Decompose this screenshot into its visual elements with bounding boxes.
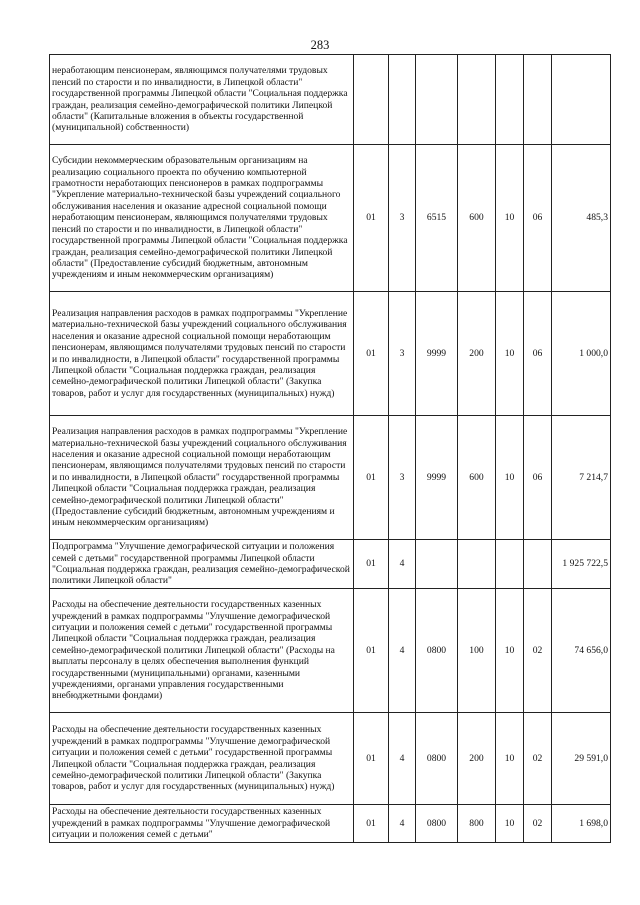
cell-section: [496, 55, 524, 145]
cell-program: 01: [354, 589, 389, 713]
cell-subsection: 06: [524, 145, 552, 292]
cell-subprogram: 4: [389, 713, 416, 805]
cell-direction: 6515: [416, 145, 458, 292]
cell-amount: 1 698,0: [552, 805, 611, 843]
cell-expense-type: [458, 55, 496, 145]
cell-direction: [416, 540, 458, 589]
cell-program: 01: [354, 540, 389, 589]
cell-subprogram: 4: [389, 589, 416, 713]
cell-amount: 485,3: [552, 145, 611, 292]
row-description: Расходы на обеспечение деятельности государственных казенных учреждений в рамках подпрограммы "Улучшение демографической ситуации и положения семей с детьми" государственной программы Липецкой области "Социальная поддержка граждан, реализация семейно-демографической политики Липецкой области" (Расходы на выплаты персоналу в целях обеспечения выполнения функций государственными (муниципальными) органами, казенными учреждениями, органами управления государственными внебюджетными фондами): [50, 589, 354, 713]
cell-subsection: 06: [524, 416, 552, 540]
cell-program: [354, 55, 389, 145]
cell-section: 10: [496, 292, 524, 416]
cell-program: 01: [354, 805, 389, 843]
cell-direction: 0800: [416, 713, 458, 805]
cell-subprogram: 4: [389, 805, 416, 843]
budget-table: [49, 54, 611, 843]
table-row: [50, 589, 611, 713]
cell-section: 10: [496, 713, 524, 805]
row-description: Субсидии некоммерческим образовательным организациям на реализацию социального проекта по обучению компьютерной грамотности неработающих пенсионеров в рамках подпрограммы "Укрепление материально-технической базы учреждений социального обслуживания населения и оказание адресной социальной помощи неработающим пенсионерам, являющимся получателями трудовых пенсий по старости и по инвалидности, в Липецкой области" государственной программы Липецкой области "Социальная поддержка граждан, реализация семейно-демографической политики Липецкой области" (Предоставление субсидий бюджетным, автономным учреждениям и иным некоммерческим организациям): [50, 145, 354, 292]
row-description: Подпрограмма "Улучшение демографической ситуации и положения семей с детьми" государственной программы Липецкой области "Социальная поддержка граждан, реализация семейно-демографической политики Липецкой области": [50, 540, 354, 589]
cell-section: 10: [496, 589, 524, 713]
cell-section: [496, 540, 524, 589]
row-description: Расходы на обеспечение деятельности государственных казенных учреждений в рамках подпрограммы "Улучшение демографической ситуации и положения семей с детьми": [50, 805, 354, 843]
cell-program: 01: [354, 145, 389, 292]
cell-direction: 0800: [416, 805, 458, 843]
cell-section: 10: [496, 416, 524, 540]
row-description: Расходы на обеспечение деятельности государственных казенных учреждений в рамках подпрограммы "Улучшение демографической ситуации и положения семей с детьми" государственной программы Липецкой области "Социальная поддержка граждан, реализация семейно-демографической политики Липецкой области" (Закупка товаров, работ и услуг для государственных (муниципальных) нужд): [50, 713, 354, 805]
table-row: [50, 713, 611, 805]
cell-subprogram: 3: [389, 292, 416, 416]
table-row: [50, 55, 611, 145]
cell-expense-type: 200: [458, 713, 496, 805]
cell-section: 10: [496, 805, 524, 843]
cell-subsection: 06: [524, 292, 552, 416]
table-row: [50, 145, 611, 292]
row-description: Реализация направления расходов в рамках подпрограммы "Укрепление материально-технической базы учреждений социального обслуживания населения и оказание адресной социальной помощи неработающим пенсионерам, являющимся получателями трудовых пенсий по старости и по инвалидности, в Липецкой области" государственной программы Липецкой области "Социальная поддержка граждан, реализация семейно-демографической политики Липецкой области" (Закупка товаров, работ и услуг для государственных (муниципальных) нужд): [50, 292, 354, 416]
table-row: [50, 416, 611, 540]
cell-amount: 1 925 722,5: [552, 540, 611, 589]
cell-expense-type: 800: [458, 805, 496, 843]
cell-subsection: [524, 540, 552, 589]
cell-section: 10: [496, 145, 524, 292]
page-number: 283: [310, 38, 330, 52]
cell-direction: 9999: [416, 292, 458, 416]
cell-amount: 7 214,7: [552, 416, 611, 540]
cell-expense-type: [458, 540, 496, 589]
cell-subsection: [524, 55, 552, 145]
row-description: неработающим пенсионерам, являющимся получателями трудовых пенсий по старости и по инвалидности, в Липецкой области" государственной программы Липецкой области "Социальная поддержка граждан, реализация семейно-демографической политики Липецкой области" (Капитальные вложения в объекты государственной (муниципальной) собственности): [50, 55, 354, 145]
cell-expense-type: 200: [458, 292, 496, 416]
cell-subprogram: 3: [389, 145, 416, 292]
cell-subprogram: 3: [389, 416, 416, 540]
cell-program: 01: [354, 713, 389, 805]
table-row: [50, 540, 611, 589]
cell-amount: 74 656,0: [552, 589, 611, 713]
cell-direction: 9999: [416, 416, 458, 540]
cell-program: 01: [354, 292, 389, 416]
cell-expense-type: 100: [458, 589, 496, 713]
cell-direction: [416, 55, 458, 145]
row-description: Реализация направления расходов в рамках подпрограммы "Укрепление материально-технической базы учреждений социального обслуживания населения и оказание адресной социальной помощи неработающим пенсионерам, являющимся получателями трудовых пенсий по старости и по инвалидности, в Липецкой области" государственной программы Липецкой области "Социальная поддержка граждан, реализация семейно-демографической политики Липецкой области" (Предоставление субсидий бюджетным, автономным учреждениям и иным некоммерческим организациям): [50, 416, 354, 540]
cell-subsection: 02: [524, 805, 552, 843]
cell-direction: 0800: [416, 589, 458, 713]
cell-subsection: 02: [524, 713, 552, 805]
cell-subprogram: [389, 55, 416, 145]
cell-expense-type: 600: [458, 145, 496, 292]
cell-amount: [552, 55, 611, 145]
cell-amount: 1 000,0: [552, 292, 611, 416]
cell-subprogram: 4: [389, 540, 416, 589]
cell-subsection: 02: [524, 589, 552, 713]
cell-amount: 29 591,0: [552, 713, 611, 805]
cell-program: 01: [354, 416, 389, 540]
table-row: [50, 292, 611, 416]
table-row: [50, 805, 611, 843]
cell-expense-type: 600: [458, 416, 496, 540]
